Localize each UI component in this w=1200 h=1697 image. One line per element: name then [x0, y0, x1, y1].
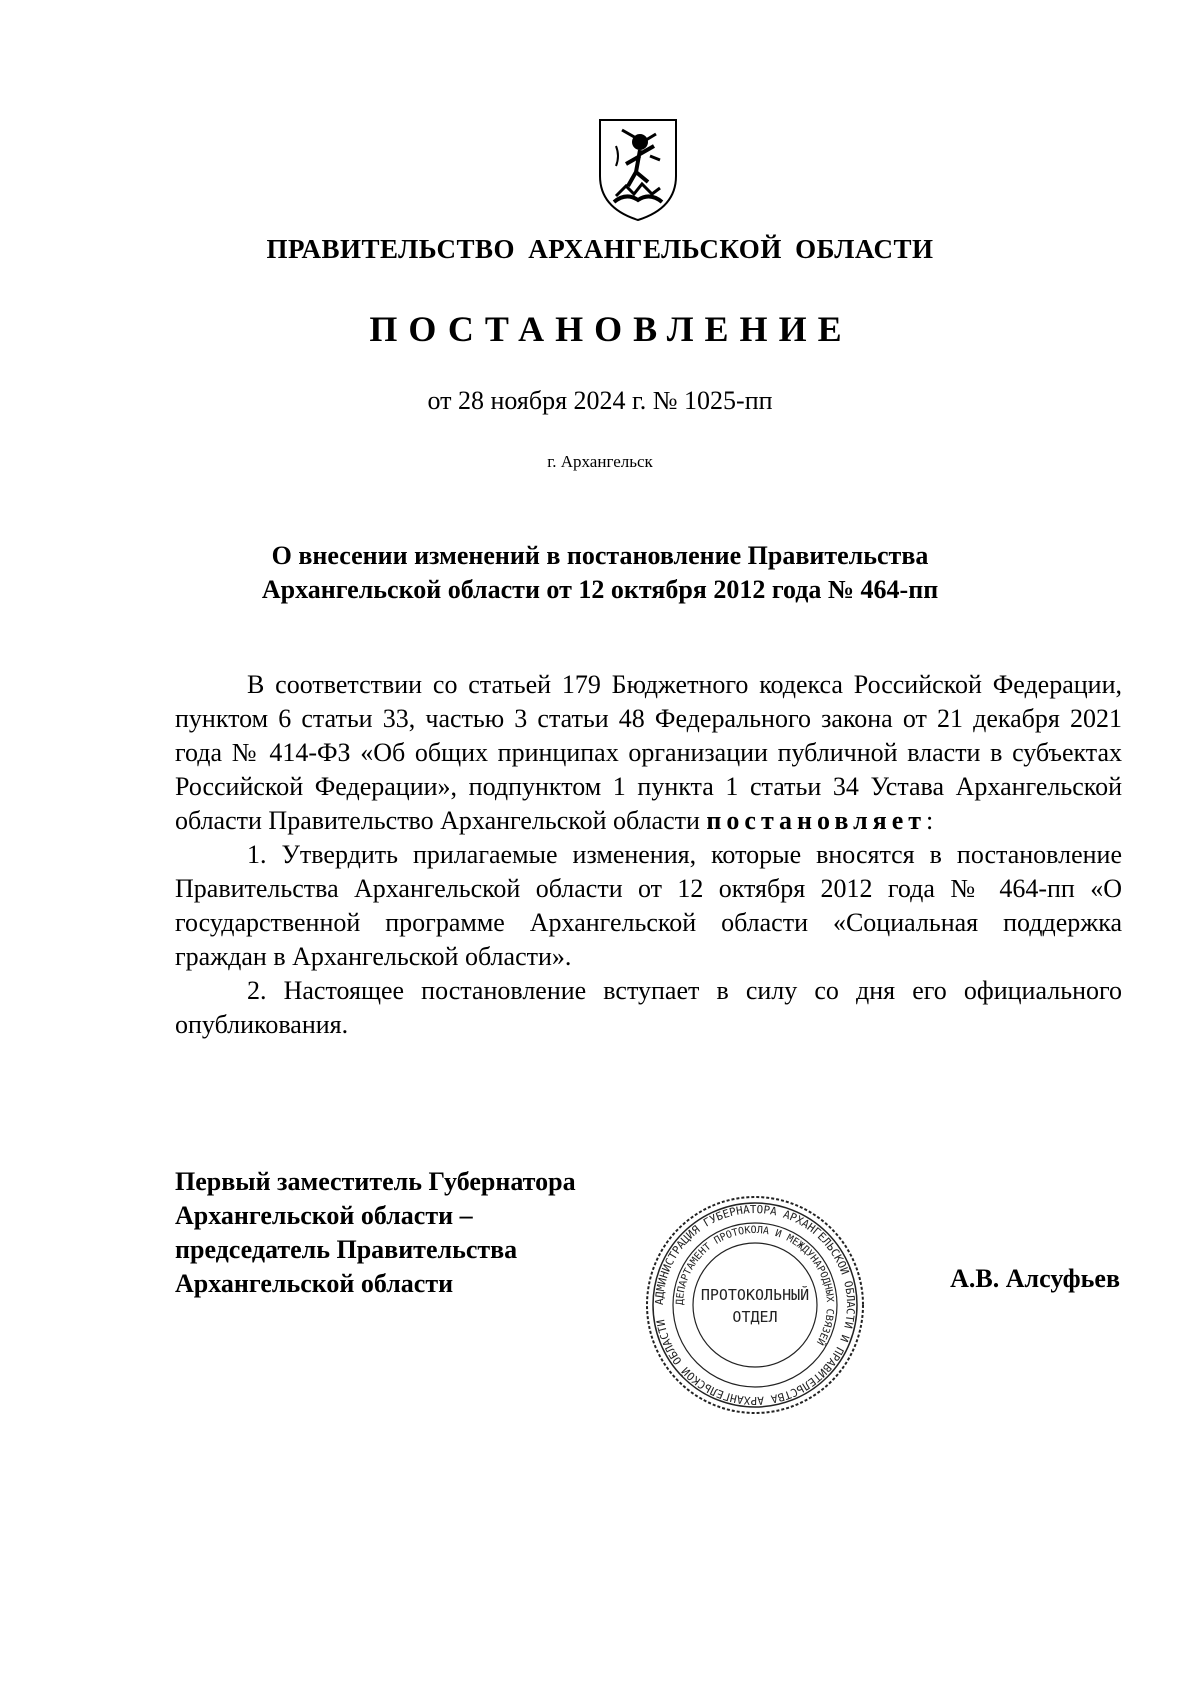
signer-title-line: Архангельской области –	[175, 1201, 473, 1230]
document-city: г. Архангельск	[547, 452, 653, 471]
document-body	[175, 668, 1122, 1042]
document-type: ПОСТАНОВЛЕНИЕ	[369, 309, 853, 349]
body-paragraph-preamble	[175, 668, 1122, 838]
subject-line: Архангельской области от 12 октября 2012 года № 464-пп	[261, 575, 939, 604]
preamble-text: В соответствии со статьей 179 Бюджетного кодекса Российской Федерации, пунктом 6 статьи 33, частью 3 статьи 48 Федерального закона от 21 декабря 2021 года № 414-ФЗ «Об общих принципах организации публичной власти в субъектах Российской Федерации», подпунктом 1 пункта 1 статьи 34 Устава Архангельской области Правительство Архангельской области	[175, 670, 1122, 835]
document-date-number: от 28 ноября 2024 г. № 1025-пп	[427, 386, 773, 415]
body-paragraph-item-2: 2. Настоящее постановление вступает в силу со дня его официального опубликования.	[175, 976, 1122, 1039]
signer-title-line: Первый заместитель Губернатора	[175, 1167, 576, 1196]
signer-title-line: Архангельской области	[175, 1269, 454, 1298]
signer-title-line: председатель Правительства	[175, 1235, 518, 1264]
seal-center-text: ПРОТОКОЛЬНЫЙ	[700, 1286, 810, 1304]
government-name: ПРАВИТЕЛЬСТВО АРХАНГЕЛЬСКОЙ ОБЛАСТИ	[266, 234, 934, 264]
coat-of-arms-icon	[596, 116, 680, 224]
seal-inner-text: ДЕПАРТАМЕНТ ПРОТОКОЛА И МЕЖДУНАРОДНЫХ СВЯЗЕЙ	[674, 1224, 836, 1347]
document-subject	[0, 539, 1200, 607]
subject-line: О внесении изменений в постановление Правительства	[271, 541, 929, 570]
signer-title	[175, 1165, 675, 1301]
signer-name: А.В. Алсуфьев	[950, 1264, 1120, 1293]
resolves-word: постановляет	[706, 806, 927, 835]
official-seal-icon	[640, 1190, 870, 1420]
seal-center-text: ОТДЕЛ	[732, 1308, 778, 1326]
seal-outer-text: АДМИНИСТРАЦИЯ ГУБЕРНАТОРА АРХАНГЕЛЬСКОЙ ОБЛАСТИ И ПРАВИТЕЛЬСТВА АРХАНГЕЛЬСКОЙ ОБЛАСТИ	[652, 1202, 858, 1408]
body-paragraph-item-1: 1. Утвердить прилагаемые изменения, которые вносятся в постановление Правительства Архангельской области от 12 октября 2012 года № 464-пп «О государственной программе Архангельской области «Социальная поддержка граждан в Архангельской области».	[175, 840, 1122, 971]
preamble-colon: :	[926, 806, 934, 835]
